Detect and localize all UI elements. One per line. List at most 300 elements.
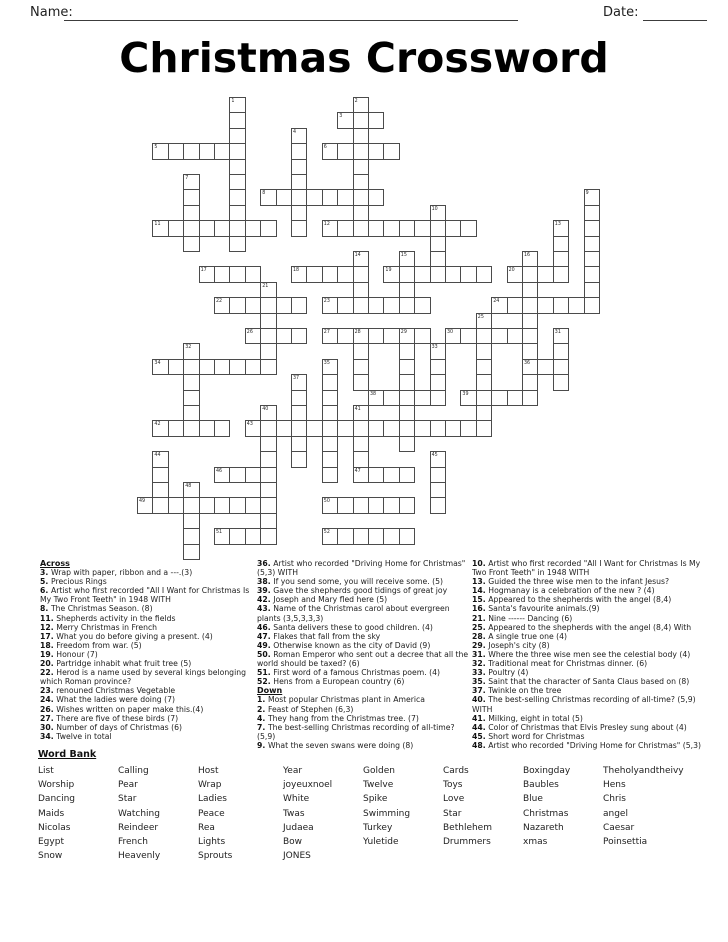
grid-cell[interactable] <box>383 467 399 483</box>
grid-cell[interactable] <box>383 528 399 544</box>
clue-item: 22. Herod is a name used by several kings belonging which Roman province? <box>40 668 246 687</box>
grid-cell[interactable] <box>430 359 446 375</box>
word-bank-item: Blue <box>523 794 543 805</box>
grid-cell[interactable] <box>522 374 538 390</box>
clue-column <box>257 559 472 750</box>
grid-cell[interactable] <box>322 189 338 205</box>
grid-cell[interactable] <box>152 451 168 467</box>
grid-cell[interactable] <box>229 128 245 144</box>
grid-cell[interactable] <box>507 390 523 406</box>
word-bank-item: Star <box>118 794 137 805</box>
grid-cell[interactable] <box>491 328 507 344</box>
grid-cell[interactable] <box>584 282 600 298</box>
grid-cell[interactable] <box>383 143 399 159</box>
grid-cell[interactable] <box>229 112 245 128</box>
grid-cell[interactable] <box>168 497 184 513</box>
grid-cell[interactable] <box>460 390 476 406</box>
grid-cell[interactable] <box>260 436 276 452</box>
grid-cell[interactable] <box>199 220 215 236</box>
grid-cell[interactable] <box>399 282 415 298</box>
grid-cell[interactable] <box>260 528 276 544</box>
grid-cell[interactable] <box>553 251 569 267</box>
grid-cell[interactable] <box>260 297 276 313</box>
grid-cell[interactable] <box>584 236 600 252</box>
grid-cell[interactable] <box>368 467 384 483</box>
grid-cell[interactable] <box>183 359 199 375</box>
grid-cell[interactable] <box>291 220 307 236</box>
grid-cell[interactable] <box>168 143 184 159</box>
grid-cell[interactable] <box>322 436 338 452</box>
grid-cell[interactable] <box>430 205 446 221</box>
clue-item: 5. Precious Rings <box>40 577 107 587</box>
grid-cell[interactable] <box>414 328 430 344</box>
grid-cell[interactable] <box>245 497 261 513</box>
grid-cell[interactable] <box>383 328 399 344</box>
grid-cell[interactable] <box>183 528 199 544</box>
grid-cell[interactable] <box>245 467 261 483</box>
grid-cell[interactable] <box>399 405 415 421</box>
grid-cell[interactable] <box>476 390 492 406</box>
grid-cell[interactable] <box>399 420 415 436</box>
grid-cell[interactable] <box>183 482 199 498</box>
grid-cell[interactable] <box>553 359 569 375</box>
grid-cell[interactable] <box>183 513 199 529</box>
grid-cell[interactable] <box>214 143 230 159</box>
grid-cell[interactable] <box>353 451 369 467</box>
grid-cell[interactable] <box>383 420 399 436</box>
grid-cell[interactable] <box>245 220 261 236</box>
grid-cell[interactable] <box>260 313 276 329</box>
grid-cell[interactable] <box>214 220 230 236</box>
grid-cell[interactable] <box>291 143 307 159</box>
grid-cell[interactable] <box>522 251 538 267</box>
grid-cell[interactable] <box>476 359 492 375</box>
grid-cell[interactable] <box>368 220 384 236</box>
word-bank-item: Judaea <box>283 822 314 833</box>
clue-number: 32. <box>472 659 489 669</box>
grid-cell[interactable] <box>399 436 415 452</box>
grid-cell[interactable] <box>445 220 461 236</box>
grid-cell[interactable] <box>229 467 245 483</box>
grid-cell[interactable] <box>491 390 507 406</box>
grid-cell[interactable] <box>214 359 230 375</box>
grid-cell[interactable] <box>476 405 492 421</box>
grid-cell[interactable] <box>260 467 276 483</box>
grid-cell[interactable] <box>229 359 245 375</box>
grid-cell[interactable] <box>168 220 184 236</box>
grid-cell[interactable] <box>507 328 523 344</box>
grid-cell[interactable] <box>399 467 415 483</box>
grid-cell[interactable] <box>537 359 553 375</box>
grid-cell[interactable] <box>260 451 276 467</box>
grid-cell[interactable] <box>245 359 261 375</box>
grid-cell[interactable] <box>260 405 276 421</box>
grid-cell[interactable] <box>183 420 199 436</box>
grid-cell[interactable] <box>183 174 199 190</box>
grid-cell[interactable] <box>430 497 446 513</box>
grid-cell[interactable] <box>414 390 430 406</box>
grid-cell[interactable] <box>322 374 338 390</box>
word-bank-item: joyeuxnoel <box>283 780 333 791</box>
grid-cell[interactable] <box>260 189 276 205</box>
grid-cell[interactable] <box>260 343 276 359</box>
grid-cell[interactable] <box>522 282 538 298</box>
grid-cell[interactable] <box>183 544 199 560</box>
grid-cell[interactable] <box>199 497 215 513</box>
grid-cell[interactable] <box>337 220 353 236</box>
grid-cell[interactable] <box>414 266 430 282</box>
grid-cell[interactable] <box>353 189 369 205</box>
grid-cell[interactable] <box>229 143 245 159</box>
grid-cell[interactable] <box>183 143 199 159</box>
grid-cell[interactable] <box>214 266 230 282</box>
grid-cell[interactable] <box>445 328 461 344</box>
grid-cell[interactable] <box>430 220 446 236</box>
grid-cell[interactable] <box>306 420 322 436</box>
grid-cell[interactable] <box>214 297 230 313</box>
grid-cell-number: 44 <box>154 453 161 459</box>
grid-cell[interactable] <box>322 390 338 406</box>
grid-cell[interactable] <box>507 297 523 313</box>
grid-cell[interactable] <box>460 420 476 436</box>
grid-cell[interactable] <box>353 205 369 221</box>
grid-cell[interactable] <box>430 251 446 267</box>
grid-cell[interactable] <box>368 390 384 406</box>
grid-cell[interactable] <box>245 420 261 436</box>
grid-cell[interactable] <box>476 420 492 436</box>
grid-cell[interactable] <box>276 328 292 344</box>
grid-cell[interactable] <box>460 328 476 344</box>
grid-cell-number: 28 <box>354 330 361 335</box>
grid-cell[interactable] <box>291 266 307 282</box>
grid-cell[interactable] <box>229 159 245 175</box>
grid-cell[interactable] <box>368 328 384 344</box>
grid-cell[interactable] <box>522 313 538 329</box>
grid-cell[interactable] <box>245 528 261 544</box>
grid-cell[interactable] <box>183 189 199 205</box>
grid-cell[interactable] <box>368 297 384 313</box>
grid-cell[interactable] <box>276 420 292 436</box>
grid-cell[interactable] <box>260 328 276 344</box>
grid-cell[interactable] <box>353 405 369 421</box>
grid-cell[interactable] <box>199 143 215 159</box>
grid-cell[interactable] <box>199 420 215 436</box>
grid-cell[interactable] <box>353 220 369 236</box>
grid-cell[interactable] <box>276 189 292 205</box>
grid-cell[interactable] <box>353 97 369 113</box>
grid-cell[interactable] <box>522 266 538 282</box>
grid-cell[interactable] <box>229 297 245 313</box>
grid-cell[interactable] <box>168 359 184 375</box>
grid-cell[interactable] <box>584 189 600 205</box>
grid-cell[interactable] <box>260 220 276 236</box>
grid-cell[interactable] <box>476 266 492 282</box>
grid-cell[interactable] <box>229 266 245 282</box>
clue-item: 44. Color of Christmas that Elvis Presley sung about (4) <box>472 722 687 732</box>
grid-cell[interactable] <box>507 266 523 282</box>
grid-cell[interactable] <box>353 251 369 267</box>
grid-cell[interactable] <box>399 359 415 375</box>
grid-cell[interactable] <box>368 497 384 513</box>
grid-cell[interactable] <box>537 297 553 313</box>
grid-cell[interactable] <box>183 405 199 421</box>
grid-cell[interactable] <box>353 112 369 128</box>
grid-cell[interactable] <box>291 297 307 313</box>
grid-cell-number: 16 <box>524 253 531 258</box>
grid-cell[interactable] <box>183 497 199 513</box>
grid-cell[interactable] <box>183 374 199 390</box>
grid-cell[interactable] <box>152 482 168 498</box>
grid-cell[interactable] <box>291 328 307 344</box>
grid-cell[interactable] <box>260 282 276 298</box>
grid-cell[interactable] <box>322 528 338 544</box>
grid-cell[interactable] <box>353 528 369 544</box>
grid-cell[interactable] <box>291 436 307 452</box>
grid-cell-number: 39 <box>462 391 469 397</box>
grid-cell[interactable] <box>399 528 415 544</box>
grid-cell[interactable] <box>383 220 399 236</box>
grid-cell[interactable] <box>553 297 569 313</box>
grid-cell[interactable] <box>353 328 369 344</box>
clue-number: 3. <box>40 568 51 578</box>
grid-cell[interactable] <box>553 374 569 390</box>
grid-cell[interactable] <box>168 420 184 436</box>
grid-cell[interactable] <box>537 266 553 282</box>
grid-cell[interactable] <box>183 220 199 236</box>
grid-cell[interactable] <box>383 266 399 282</box>
grid-cell[interactable] <box>291 374 307 390</box>
grid-cell[interactable] <box>353 436 369 452</box>
grid-cell-number: 52 <box>323 530 330 536</box>
grid-cell[interactable] <box>260 513 276 529</box>
grid-cell[interactable] <box>353 266 369 282</box>
grid-cell[interactable] <box>229 528 245 544</box>
grid-cell[interactable] <box>445 266 461 282</box>
grid-cell-number: 36 <box>524 360 531 366</box>
grid-cell[interactable] <box>276 297 292 313</box>
grid-cell[interactable] <box>476 374 492 390</box>
grid-cell[interactable] <box>353 374 369 390</box>
grid-cell[interactable] <box>368 528 384 544</box>
grid-cell[interactable] <box>584 251 600 267</box>
grid-cell[interactable] <box>229 236 245 252</box>
clue-number: 43. <box>257 604 274 614</box>
word-bank-item: Star <box>443 808 462 819</box>
grid-cell[interactable] <box>229 205 245 221</box>
grid-cell[interactable] <box>476 313 492 329</box>
grid-cell[interactable] <box>353 128 369 144</box>
grid-cell[interactable] <box>368 420 384 436</box>
grid-cell[interactable] <box>183 205 199 221</box>
grid-cell[interactable] <box>368 143 384 159</box>
grid-cell[interactable] <box>399 251 415 267</box>
grid-cell[interactable] <box>522 297 538 313</box>
grid-cell[interactable] <box>260 359 276 375</box>
grid-cell[interactable] <box>229 220 245 236</box>
grid-cell[interactable] <box>353 359 369 375</box>
grid-cell[interactable] <box>430 451 446 467</box>
grid-cell[interactable] <box>337 420 353 436</box>
grid-cell[interactable] <box>291 390 307 406</box>
grid-cell[interactable] <box>322 328 338 344</box>
grid-cell[interactable] <box>353 497 369 513</box>
grid-cell[interactable] <box>430 236 446 252</box>
grid-cell[interactable] <box>291 420 307 436</box>
grid-cell[interactable] <box>137 497 153 513</box>
grid-cell[interactable] <box>337 528 353 544</box>
grid-cell[interactable] <box>584 220 600 236</box>
grid-cell[interactable] <box>337 189 353 205</box>
grid-cell[interactable] <box>445 420 461 436</box>
grid-cell[interactable] <box>245 266 261 282</box>
grid-cell[interactable] <box>383 497 399 513</box>
grid-cell[interactable] <box>353 282 369 298</box>
grid-cell[interactable] <box>229 174 245 190</box>
grid-cell[interactable] <box>414 420 430 436</box>
grid-cell[interactable] <box>152 220 168 236</box>
grid-cell[interactable] <box>229 497 245 513</box>
grid-cell[interactable] <box>322 143 338 159</box>
grid-cell[interactable] <box>584 205 600 221</box>
grid-cell[interactable] <box>337 297 353 313</box>
grid-cell[interactable] <box>214 420 230 436</box>
grid-cell[interactable] <box>399 220 415 236</box>
grid-cell[interactable] <box>399 328 415 344</box>
grid-cell[interactable] <box>199 266 215 282</box>
grid-cell[interactable] <box>322 405 338 421</box>
clue-item: 17. What you do before giving a present. (4) <box>40 631 213 641</box>
grid-cell[interactable] <box>322 467 338 483</box>
grid-cell[interactable] <box>399 390 415 406</box>
grid-cell[interactable] <box>553 343 569 359</box>
grid-cell[interactable] <box>152 467 168 483</box>
grid-cell[interactable] <box>291 189 307 205</box>
grid-cell[interactable] <box>337 328 353 344</box>
grid-cell[interactable] <box>399 497 415 513</box>
grid-cell[interactable] <box>553 328 569 344</box>
grid-cell[interactable] <box>430 374 446 390</box>
grid-cell[interactable] <box>199 359 215 375</box>
grid-cell[interactable] <box>368 189 384 205</box>
grid-cell[interactable] <box>522 328 538 344</box>
grid-cell[interactable] <box>553 266 569 282</box>
grid-cell[interactable] <box>522 343 538 359</box>
grid-cell[interactable] <box>460 220 476 236</box>
grid-cell[interactable] <box>322 497 338 513</box>
grid-cell[interactable] <box>522 390 538 406</box>
grid-cell[interactable] <box>353 143 369 159</box>
grid-cell[interactable] <box>306 189 322 205</box>
grid-cell[interactable] <box>291 159 307 175</box>
clue-number: 52. <box>257 677 274 687</box>
grid-cell[interactable] <box>399 297 415 313</box>
grid-cell[interactable] <box>399 374 415 390</box>
grid-cell[interactable] <box>260 497 276 513</box>
grid-cell[interactable] <box>584 266 600 282</box>
grid-cell[interactable] <box>353 159 369 175</box>
grid-cell[interactable] <box>399 343 415 359</box>
grid-cell-number: 11 <box>154 222 161 228</box>
clue-item: 11. Shepherds activity in the fields <box>40 613 176 623</box>
grid-cell[interactable] <box>291 405 307 421</box>
grid-cell[interactable] <box>152 497 168 513</box>
grid-cell[interactable] <box>430 420 446 436</box>
grid-cell[interactable] <box>229 189 245 205</box>
grid-cell[interactable] <box>306 266 322 282</box>
grid-cell[interactable] <box>337 112 353 128</box>
grid-cell[interactable] <box>414 297 430 313</box>
grid-cell[interactable] <box>322 266 338 282</box>
grid-cell[interactable] <box>291 451 307 467</box>
grid-cell[interactable] <box>260 420 276 436</box>
grid-cell[interactable] <box>522 359 538 375</box>
grid-cell[interactable] <box>183 236 199 252</box>
grid-cell[interactable] <box>152 420 168 436</box>
grid-cell[interactable] <box>353 174 369 190</box>
grid-cell[interactable] <box>322 359 338 375</box>
grid-cell[interactable] <box>322 451 338 467</box>
word-bank-item: xmas <box>523 837 548 848</box>
grid-cell[interactable] <box>476 343 492 359</box>
grid-cell[interactable] <box>414 220 430 236</box>
grid-cell[interactable] <box>291 205 307 221</box>
grid-cell[interactable] <box>430 390 446 406</box>
grid-cell[interactable] <box>430 482 446 498</box>
clue-item: 50. Roman Emperor who sent out a decree that all the world should be taxed? (6) <box>257 649 469 669</box>
grid-cell[interactable] <box>152 359 168 375</box>
grid-cell[interactable] <box>337 266 353 282</box>
grid-cell[interactable] <box>430 467 446 483</box>
grid-cell[interactable] <box>383 390 399 406</box>
grid-cell[interactable] <box>430 266 446 282</box>
grid-cell[interactable] <box>383 297 399 313</box>
grid-cell[interactable] <box>553 236 569 252</box>
grid-cell[interactable] <box>399 266 415 282</box>
grid-cell[interactable] <box>353 467 369 483</box>
grid-cell[interactable] <box>353 420 369 436</box>
grid-cell[interactable] <box>491 297 507 313</box>
grid-cell[interactable] <box>260 482 276 498</box>
grid-cell[interactable] <box>214 528 230 544</box>
grid-cell[interactable] <box>245 328 261 344</box>
grid-cell[interactable] <box>368 112 384 128</box>
grid-cell[interactable] <box>214 467 230 483</box>
clue-number: 44. <box>472 722 489 732</box>
grid-cell[interactable] <box>229 97 245 113</box>
grid-cell[interactable] <box>568 297 584 313</box>
grid-cell[interactable] <box>245 297 261 313</box>
grid-cell[interactable] <box>584 297 600 313</box>
grid-cell[interactable] <box>183 390 199 406</box>
grid-cell[interactable] <box>291 128 307 144</box>
grid-cell[interactable] <box>322 420 338 436</box>
grid-cell[interactable] <box>322 297 338 313</box>
grid-cell[interactable] <box>353 343 369 359</box>
grid-cell[interactable] <box>460 266 476 282</box>
grid-cell[interactable] <box>553 220 569 236</box>
grid-cell[interactable] <box>183 343 199 359</box>
grid-cell[interactable] <box>291 174 307 190</box>
grid-cell[interactable] <box>214 497 230 513</box>
grid-cell[interactable] <box>337 143 353 159</box>
grid-cell[interactable] <box>337 497 353 513</box>
grid-cell[interactable] <box>322 220 338 236</box>
clue-number: 13. <box>472 577 489 587</box>
grid-cell[interactable] <box>152 143 168 159</box>
grid-cell[interactable] <box>476 328 492 344</box>
grid-cell[interactable] <box>353 297 369 313</box>
grid-cell[interactable] <box>430 343 446 359</box>
